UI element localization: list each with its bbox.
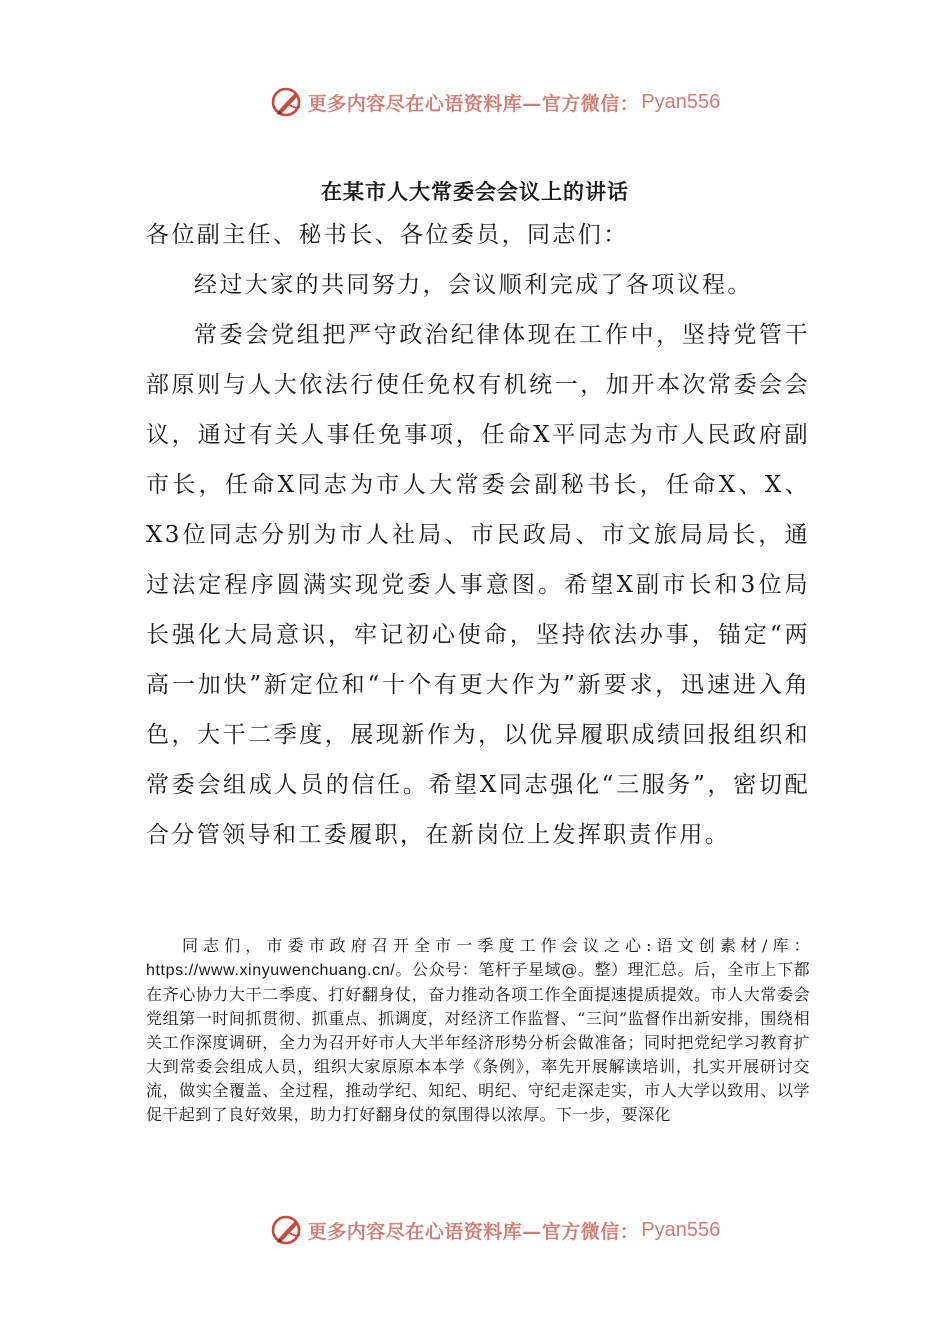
paragraph-3-url: https://www.xinyuwenchuang.cn/ [146, 962, 396, 979]
paragraph-3-start: 同志们，市委市政府召开全市一季度工作会议之心:语文创素材/库： [182, 936, 810, 955]
footer-banner-text: 更多内容尽在心语资料库—官方微信： [307, 1220, 640, 1243]
document-body [146, 210, 810, 860]
banner-wechat-id: Pyan556 [641, 90, 721, 113]
paragraph-3 [146, 934, 810, 1127]
pen-logo-icon [270, 85, 304, 119]
footer-banner-wechat-id: Pyan556 [641, 1218, 721, 1241]
paragraph-2: 常委会党组把严守政治纪律体现在工作中，坚持党管干部原则与人大依法行使任免权有机统一，加开本次常委会会议，通过有关人事任免事项，任命X平同志为市人民政府副市长，任命X同志为市人大常委会副秘书长，任命X、X、X3位同志分别为市人社局、市民政局、市文旅局局长，通过法定程序圆满实现党委人事意图。希望X副市长和3位局长强化大局意识，牢记初心使命，坚持依法办事，锚定“两高一加快”新定位和“十个有更大作为”新要求，迅速进入角色，大干二季度，展现新作为，以优异履职成绩回报组织和常委会组成人员的信任。希望X同志强化“三服务”，密切配合分管领导和工委履职，在新岗位上发挥职责作用。 [146, 322, 810, 848]
footer-banner [0, 1208, 950, 1252]
paragraph-3-rest: 。公众号：笔杆子星域@。整）理汇总。后，全市上下都在齐心协力大干二季度、打好翻身仗，奋力推动各项工作全面提速提质提效。市人大常委会党组第一时间抓贯彻、抓重点、抓调度，对经济工作监督、“三问”监督作出新安排，围绕相关工作深度调研，全力为召开好市人大半年经济形势分析会做准备；同时把党纪学习教育扩大到常委会组成人员，组织大家原原本本学《条例》，率先开展解读培训，扎实开展研讨交流，做实全覆盖、全过程，推动学纪、知纪、明纪、守纪走深走实，市人大学以致用、以学促干起到了良好效果，助力打好翻身仗的氛围得以浓厚。下一步，要深化 [146, 960, 810, 1124]
banner-text: 更多内容尽在心语资料库—官方微信： [307, 92, 640, 115]
pen-logo-icon [270, 1213, 304, 1247]
salutation: 各位副主任、秘书长、各位委员，同志们： [146, 222, 629, 248]
paragraph-1: 经过大家的共同努力，会议顺利完成了各项议程。 [194, 272, 753, 298]
document-title: 在某市人大常委会会议上的讲话 [321, 179, 629, 204]
header-banner [0, 80, 950, 124]
